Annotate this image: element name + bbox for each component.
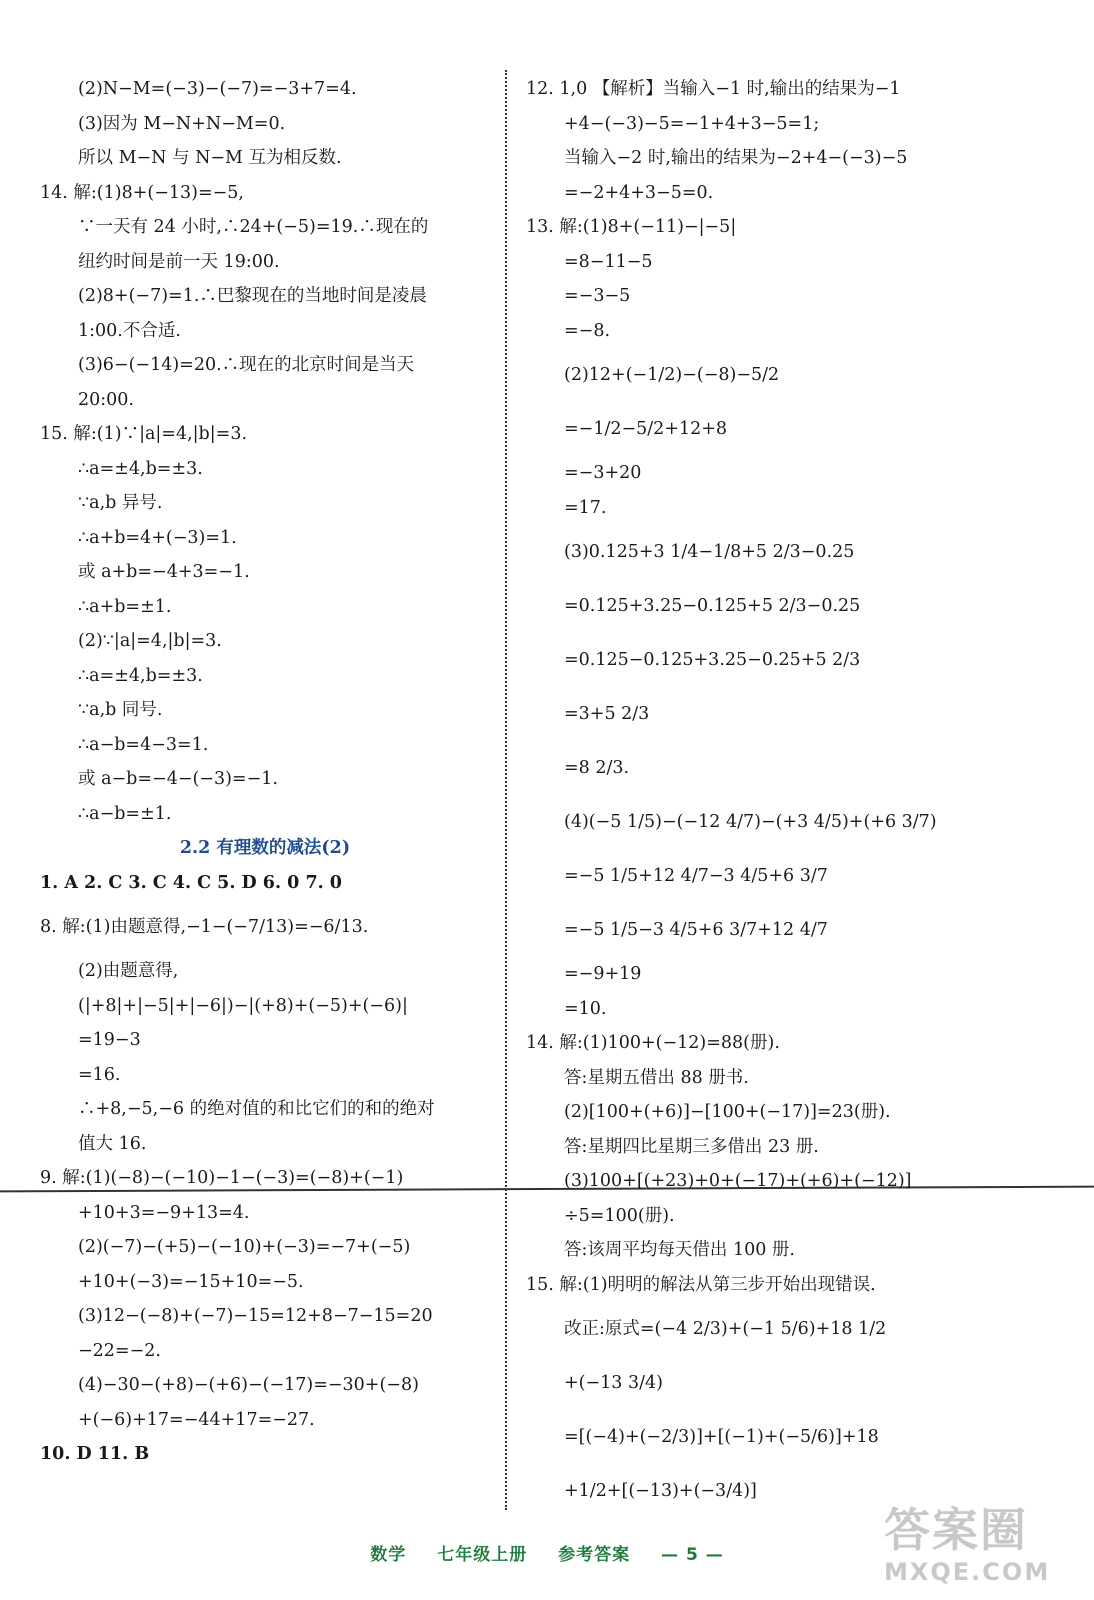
left-text-line: 14. 解:(1)8+(−13)=−5, bbox=[40, 182, 244, 203]
right-text-line: =−9+19 bbox=[564, 964, 642, 984]
right-text-line: =8−11−5 bbox=[564, 251, 653, 272]
left-text-line: (2)(−7)−(+5)−(−10)+(−3)=−7+(−5) bbox=[78, 1237, 411, 1257]
right-text-line: (2)12+(−1/2)−(−8)−5/2 bbox=[564, 365, 780, 385]
left-text-line: (4)−30−(+8)−(+6)−(−17)=−30+(−8) bbox=[78, 1375, 419, 1395]
right-text-line: +1/2+[(−13)+(−3/4)] bbox=[564, 1481, 757, 1501]
right-text-line: 12. 1,0 【解析】当输入−1 时,输出的结果为−1 bbox=[526, 79, 901, 99]
left-text-line: 1. A 2. C 3. C 4. C 5. D 6. 0 7. 0 bbox=[40, 872, 342, 893]
left-text-line: ∵一天有 24 小时,∴24+(−5)=19.∴现在的 bbox=[78, 217, 429, 237]
left-column bbox=[40, 72, 490, 1472]
left-text-line: ∴+8,−5,−6 的绝对值的和比它们的和的绝对 bbox=[78, 1099, 435, 1119]
right-text-line: =−1/2−5/2+12+8 bbox=[564, 419, 728, 439]
right-text-line: (2)[100+(+6)]−[100+(−17)]=23(册). bbox=[564, 1102, 891, 1122]
left-text-line: 8. 解:(1)由题意得,−1−(−7/13)=−6/13. bbox=[40, 917, 369, 937]
footer-subject: 数学 bbox=[370, 1545, 407, 1565]
left-text-line: =16. bbox=[78, 1064, 121, 1085]
left-text-line: +10+3=−9+13=4. bbox=[78, 1202, 250, 1223]
right-text-line: =17. bbox=[564, 497, 607, 518]
left-text-line: +10+(−3)=−15+10=−5. bbox=[78, 1271, 304, 1292]
left-text-line: ∴a−b=±1. bbox=[78, 803, 172, 824]
left-text-line: (2)∵|a|=4,|b|=3. bbox=[78, 631, 222, 651]
right-text-line: +(−13 3/4) bbox=[564, 1373, 663, 1393]
left-text-line: (3)12−(−8)+(−7)−15=12+8−7−15=20 bbox=[78, 1306, 433, 1326]
left-text-line: 纽约时间是前一天 19:00. bbox=[78, 251, 280, 272]
right-text-line: 改正:原式=(−4 2/3)+(−1 5/6)+18 1/2 bbox=[564, 1319, 887, 1339]
left-text-line: ∵a,b 异号. bbox=[78, 493, 163, 513]
right-text-line: 13. 解:(1)8+(−11)−|−5| bbox=[526, 217, 737, 237]
left-text-line: ∴a+b=±1. bbox=[78, 596, 172, 617]
right-text-line: 当输入−2 时,输出的结果为−2+4−(−3)−5 bbox=[564, 148, 908, 168]
right-text-line: (3)100+[(+23)+0+(−17)+(+6)+(−12)] bbox=[564, 1171, 912, 1191]
footer-grade: 七年级上册 bbox=[437, 1545, 528, 1565]
left-text-line: ∴a−b=4−3=1. bbox=[78, 734, 209, 755]
column-divider bbox=[505, 70, 507, 1510]
left-text-line: 15. 解:(1)∵|a|=4,|b|=3. bbox=[40, 424, 248, 444]
right-text-line: ÷5=100(册). bbox=[564, 1205, 675, 1226]
right-text-line: =0.125+3.25−0.125+5 2/3−0.25 bbox=[564, 596, 861, 616]
left-text-line: ∵a,b 同号. bbox=[78, 700, 163, 720]
left-text-line: (3)因为 M−N+N−M=0. bbox=[78, 113, 286, 134]
right-text-line: =−8. bbox=[564, 320, 611, 341]
right-text-line: (4)(−5 1/5)−(−12 4/7)−(+3 4/5)+(+6 3/7) bbox=[564, 812, 937, 832]
right-text-line: +4−(−3)−5=−1+4+3−5=1; bbox=[564, 113, 820, 134]
left-text-line: 或 a+b=−4+3=−1. bbox=[78, 562, 250, 582]
right-text-line: 15. 解:(1)明明的解法从第三步开始出现错误. bbox=[526, 1274, 876, 1295]
left-text-line: +(−6)+17=−44+17=−27. bbox=[78, 1409, 315, 1430]
right-text-line: =10. bbox=[564, 998, 607, 1019]
right-text-line: =−2+4+3−5=0. bbox=[564, 182, 714, 203]
right-text-line: =[(−4)+(−2/3)]+[(−1)+(−5/6)]+18 bbox=[564, 1427, 879, 1447]
left-text-line: 或 a−b=−4−(−3)=−1. bbox=[78, 769, 278, 789]
right-text-line: (3)0.125+3 1/4−1/8+5 2/3−0.25 bbox=[564, 542, 855, 562]
right-text-line: 答:星期四比星期三多借出 23 册. bbox=[564, 1136, 819, 1157]
left-text-line: ∴a+b=4+(−3)=1. bbox=[78, 527, 237, 548]
left-text-line: 10. D 11. B bbox=[40, 1444, 150, 1464]
right-text-line: 答:星期五借出 88 册书. bbox=[564, 1067, 749, 1088]
footer-page-number: — 5 — bbox=[661, 1545, 724, 1565]
left-text-line: (2)由题意得, bbox=[78, 961, 179, 981]
right-text-line: =−3−5 bbox=[564, 286, 631, 306]
footer-section: 参考答案 bbox=[558, 1545, 631, 1565]
left-text-line: 9. 解:(1)(−8)−(−10)−1−(−3)=(−8)+(−1) bbox=[40, 1168, 404, 1188]
left-text-line: 20:00. bbox=[78, 389, 134, 410]
left-text-line: −22=−2. bbox=[78, 1340, 161, 1361]
left-text-line: (2)8+(−7)=1.∴巴黎现在的当地时间是凌晨 bbox=[78, 286, 427, 306]
right-column bbox=[526, 72, 1056, 1518]
right-text-line: =8 2/3. bbox=[564, 758, 630, 778]
left-text-line: (2)N−M=(−3)−(−7)=−3+7=4. bbox=[78, 79, 357, 99]
left-text-line: 所以 M−N 与 N−M 互为相反数. bbox=[78, 148, 342, 168]
right-text-line: =3+5 2/3 bbox=[564, 704, 650, 724]
left-text-line: 1:00.不合适. bbox=[78, 320, 181, 341]
right-text-line: 14. 解:(1)100+(−12)=88(册). bbox=[526, 1033, 780, 1053]
right-text-line: =−5 1/5−3 4/5+6 3/7+12 4/7 bbox=[564, 920, 828, 940]
watermark-logo-text: 答案圈 bbox=[884, 1503, 1028, 1557]
right-text-line: =0.125−0.125+3.25−0.25+5 2/3 bbox=[564, 650, 861, 670]
left-text-line: 2.2 有理数的减法(2) bbox=[179, 838, 351, 858]
site-watermark bbox=[884, 1502, 1074, 1592]
left-text-line: =19−3 bbox=[78, 1030, 141, 1050]
left-text-line: ∴a=±4,b=±3. bbox=[78, 458, 203, 479]
left-text-line: (|+8|+|−5|+|−6|)−|(+8)+(−5)+(−6)| bbox=[78, 995, 408, 1016]
right-text-line: =−3+20 bbox=[564, 463, 642, 483]
left-text-line: ∴a=±4,b=±3. bbox=[78, 665, 203, 686]
right-text-line: =−5 1/5+12 4/7−3 4/5+6 3/7 bbox=[564, 866, 828, 886]
right-text-line: 答:该周平均每天借出 100 册. bbox=[564, 1240, 795, 1260]
left-text-line: 值大 16. bbox=[78, 1133, 147, 1154]
left-text-line: (3)6−(−14)=20.∴现在的北京时间是当天 bbox=[78, 355, 415, 375]
watermark-url: MXQE.COM bbox=[884, 1558, 1051, 1586]
